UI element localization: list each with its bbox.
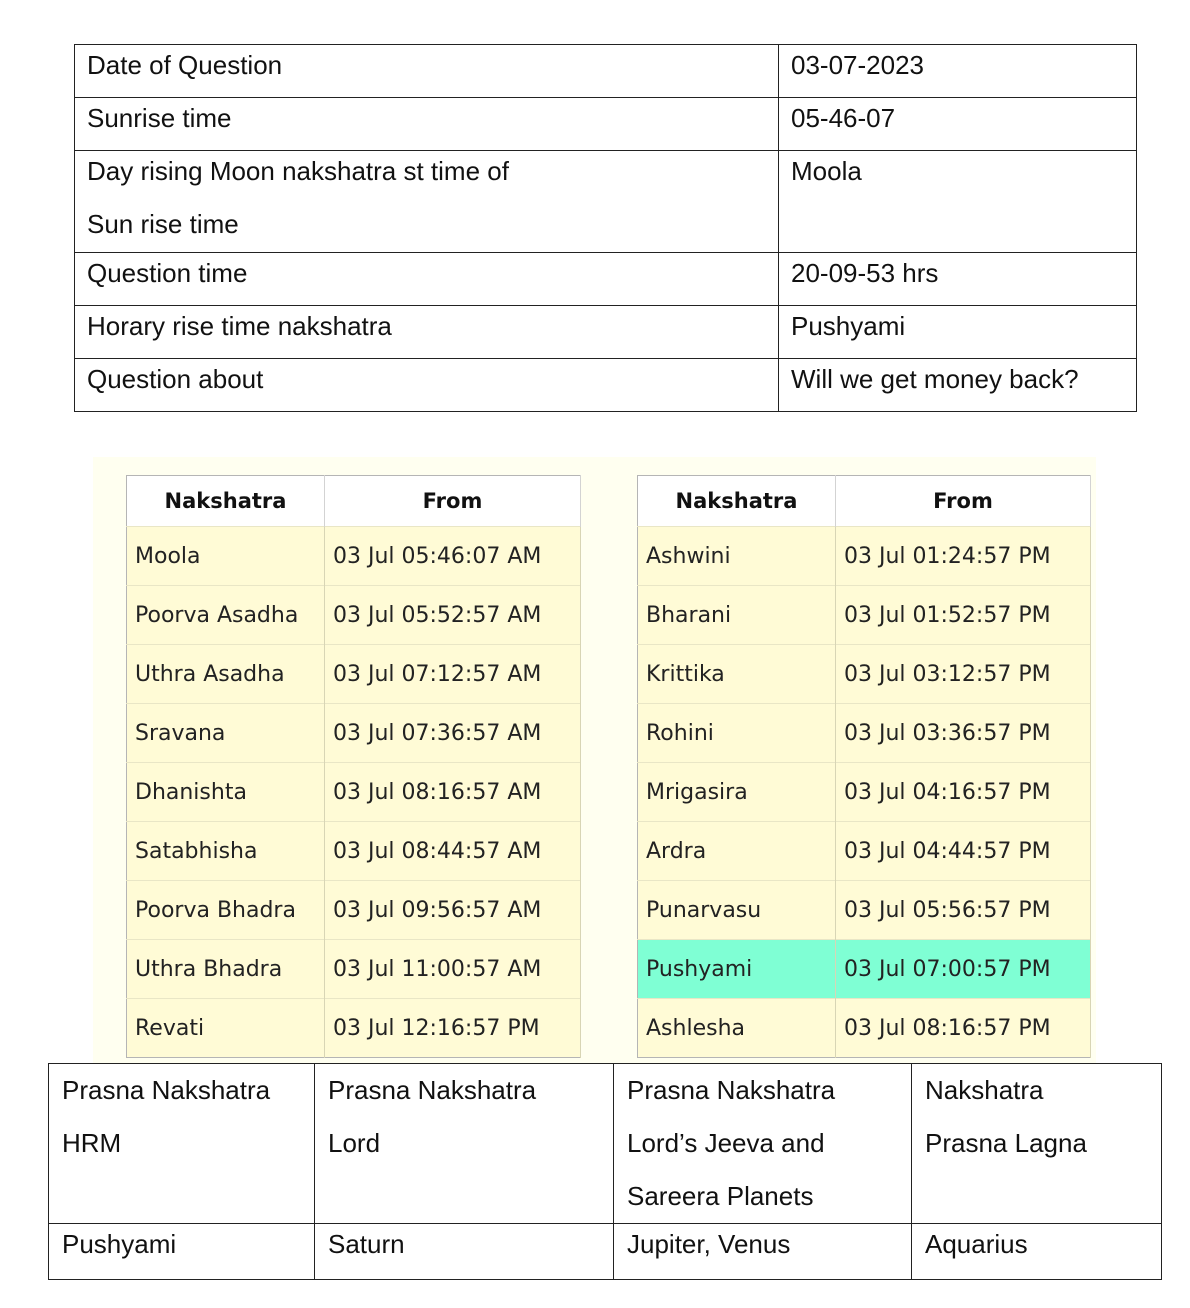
value-horary-rise-time-nakshatra: Pushyami (779, 306, 1137, 359)
header-jeeva-sareera-planets (614, 1064, 912, 1224)
header-prasna-nakshatra-hrm (49, 1064, 315, 1224)
label-line-2: Sun rise time (87, 209, 239, 239)
table-row (75, 151, 1137, 253)
nakshatra-from-cell: 03 Jul 05:52:57 AM (325, 586, 581, 645)
nakshatra-name-cell: Uthra Bhadra (127, 940, 325, 999)
table-row (638, 822, 1091, 881)
nakshatra-name-cell: Ashwini (638, 527, 836, 586)
header-line: Nakshatra (925, 1075, 1044, 1105)
nakshatra-name-cell: Pushyami (638, 940, 836, 999)
nakshatra-from-cell: 03 Jul 03:36:57 PM (836, 704, 1091, 763)
value-sunrise-time: 05-46-07 (779, 98, 1137, 151)
header-line: Prasna Lagna (925, 1128, 1087, 1158)
nakshatra-name-cell: Poorva Asadha (127, 586, 325, 645)
table-row (638, 999, 1091, 1058)
nakshatra-name-cell: Satabhisha (127, 822, 325, 881)
table-row (75, 253, 1137, 306)
table-row (127, 940, 581, 999)
header-line: Prasna Nakshatra (62, 1075, 271, 1105)
value-hrm: Pushyami (49, 1224, 315, 1280)
value-day-rising-moon-nakshatra: Moola (779, 151, 1137, 253)
label-date-of-question: Date of Question (75, 45, 779, 98)
table-row (638, 881, 1091, 940)
column-header-from: From (836, 476, 1091, 527)
nakshatra-from-cell: 03 Jul 11:00:57 AM (325, 940, 581, 999)
header-line: Sareera Planets (627, 1181, 814, 1211)
nakshatra-name-cell: Ardra (638, 822, 836, 881)
table-row (49, 1224, 1162, 1280)
nakshatra-from-cell: 03 Jul 12:16:57 PM (325, 999, 581, 1058)
table-row (127, 645, 581, 704)
table-row (127, 704, 581, 763)
nakshatra-from-cell: 03 Jul 08:16:57 AM (325, 763, 581, 822)
nakshatra-name-cell: Punarvasu (638, 881, 836, 940)
value-prasna-lagna: Aquarius (912, 1224, 1162, 1280)
label-horary-rise-time-nakshatra: Horary rise time nakshatra (75, 306, 779, 359)
table-row (638, 704, 1091, 763)
nakshatra-schedule-panel (93, 457, 1096, 1063)
value-question-about: Will we get money back? (779, 359, 1137, 412)
table-row (638, 645, 1091, 704)
value-jeeva-sareera-planets: Jupiter, Venus (614, 1224, 912, 1280)
table-row (127, 586, 581, 645)
header-line: Lord (328, 1128, 381, 1158)
prasna-summary-table (48, 1063, 1162, 1280)
nakshatra-name-cell: Bharani (638, 586, 836, 645)
nakshatra-from-cell: 03 Jul 07:00:57 PM (836, 940, 1091, 999)
table-row (75, 45, 1137, 98)
header-line: HRM (62, 1128, 122, 1158)
column-header-from: From (325, 476, 581, 527)
nakshatra-name-cell: Revati (127, 999, 325, 1058)
table-row (638, 586, 1091, 645)
nakshatra-name-cell: Sravana (127, 704, 325, 763)
nakshatra-from-cell: 03 Jul 03:12:57 PM (836, 645, 1091, 704)
label-question-about: Question about (75, 359, 779, 412)
nakshatra-from-cell: 03 Jul 04:44:57 PM (836, 822, 1091, 881)
nakshatra-table-right (637, 475, 1091, 1058)
nakshatra-name-cell: Ashlesha (638, 999, 836, 1058)
column-header-nakshatra: Nakshatra (127, 476, 325, 527)
value-question-time: 20-09-53 hrs (779, 253, 1137, 306)
nakshatra-from-cell: 03 Jul 09:56:57 AM (325, 881, 581, 940)
nakshatra-from-cell: 03 Jul 07:12:57 AM (325, 645, 581, 704)
header-line: Prasna Nakshatra (627, 1075, 836, 1105)
nakshatra-from-cell: 03 Jul 01:24:57 PM (836, 527, 1091, 586)
value-date-of-question: 03-07-2023 (779, 45, 1137, 98)
table-row (127, 881, 581, 940)
nakshatra-name-cell: Krittika (638, 645, 836, 704)
nakshatra-name-cell: Poorva Bhadra (127, 881, 325, 940)
nakshatra-from-cell: 03 Jul 08:44:57 AM (325, 822, 581, 881)
header-line: Prasna Nakshatra (328, 1075, 537, 1105)
header-line: Lord’s Jeeva and (627, 1128, 825, 1158)
nakshatra-name-cell: Mrigasira (638, 763, 836, 822)
nakshatra-from-cell: 03 Jul 05:46:07 AM (325, 527, 581, 586)
label-sunrise-time: Sunrise time (75, 98, 779, 151)
table-row (127, 822, 581, 881)
nakshatra-table-left (126, 475, 581, 1058)
nakshatra-from-cell: 03 Jul 07:36:57 AM (325, 704, 581, 763)
table-row (638, 940, 1091, 999)
table-row (75, 306, 1137, 359)
table-row (127, 763, 581, 822)
table-row (127, 527, 581, 586)
nakshatra-name-cell: Uthra Asadha (127, 645, 325, 704)
question-details-table (74, 44, 1137, 412)
nakshatra-from-cell: 03 Jul 01:52:57 PM (836, 586, 1091, 645)
header-prasna-nakshatra-lord (315, 1064, 614, 1224)
nakshatra-from-cell: 03 Jul 04:16:57 PM (836, 763, 1091, 822)
table-row (127, 999, 581, 1058)
table-row (638, 527, 1091, 586)
label-line-1: Day rising Moon nakshatra st time of (87, 156, 509, 186)
label-question-time: Question time (75, 253, 779, 306)
table-header-row (49, 1064, 1162, 1224)
nakshatra-from-cell: 03 Jul 05:56:57 PM (836, 881, 1091, 940)
table-header-row (638, 476, 1091, 527)
nakshatra-name-cell: Moola (127, 527, 325, 586)
column-header-nakshatra: Nakshatra (638, 476, 836, 527)
header-nakshatra-prasna-lagna (912, 1064, 1162, 1224)
nakshatra-name-cell: Dhanishta (127, 763, 325, 822)
table-row (638, 763, 1091, 822)
table-row (75, 359, 1137, 412)
label-day-rising-moon-nakshatra (75, 151, 779, 253)
table-row (75, 98, 1137, 151)
nakshatra-from-cell: 03 Jul 08:16:57 PM (836, 999, 1091, 1058)
value-lord: Saturn (315, 1224, 614, 1280)
table-header-row (127, 476, 581, 527)
nakshatra-name-cell: Rohini (638, 704, 836, 763)
